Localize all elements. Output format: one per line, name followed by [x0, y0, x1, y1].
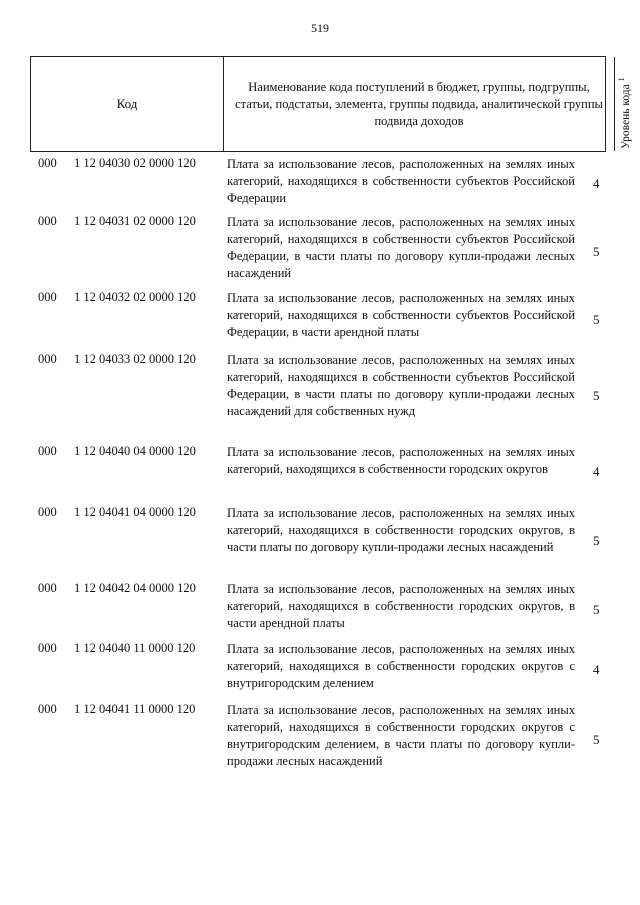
row-level: 5 [593, 312, 600, 327]
row-name: Плата за использование лесов, расположенных на землях иных категорий, находящихся в собственности субъектов Российской Федерации, в части платы по договору купли-продажи лесных насаждений для собственных нужд [227, 353, 575, 418]
row-code: 1 12 04041 04 0000 120 [74, 505, 196, 519]
row-prefix: 000 [38, 352, 57, 366]
row-code: 1 12 04031 02 0000 120 [74, 214, 196, 228]
row-prefix: 000 [38, 156, 57, 170]
row-level: 4 [593, 464, 600, 479]
row-prefix: 000 [38, 290, 57, 304]
table-header [30, 56, 632, 152]
row-name: Плата за использование лесов, расположенных на землях иных категорий, находящихся в собственности субъектов Российской Федерации, в части арендной платы [227, 291, 575, 339]
header-level-label: Уровень кода [619, 84, 632, 149]
row-code: 1 12 04042 04 0000 120 [74, 581, 196, 595]
row-level: 5 [593, 732, 600, 747]
row-level: 4 [593, 662, 600, 677]
row-name: Плата за использование лесов, расположенных на землях иных категорий, находящихся в собственности городских округов, в части платы по договору купли-продажи лесных насаждений [227, 506, 575, 554]
row-level: 4 [593, 176, 600, 191]
row-prefix: 000 [38, 444, 57, 458]
row-level: 5 [593, 533, 600, 548]
row-name: Плата за использование лесов, расположенных на землях иных категорий, находящихся в собственности субъектов Российской Федерации, в части платы по договору купли-продажи лесных насаждений [227, 215, 575, 280]
row-prefix: 000 [38, 214, 57, 228]
row-code: 1 12 04041 11 0000 120 [74, 702, 196, 716]
row-name: Плата за использование лесов, расположенных на землях иных категорий, находящихся в собственности городских округов, в части арендной платы [227, 582, 575, 630]
row-prefix: 000 [38, 505, 57, 519]
row-name: Плата за использование лесов, расположенных на землях иных категорий, находящихся в собственности субъектов Российской Федерации [227, 157, 575, 205]
row-code: 1 12 04033 02 0000 120 [74, 352, 196, 366]
row-level: 5 [593, 244, 600, 259]
header-level-text [617, 59, 632, 149]
page-number: 519 [311, 21, 329, 35]
header-code: Код [116, 96, 138, 111]
row-level: 5 [593, 602, 600, 617]
row-prefix: 000 [38, 641, 57, 655]
row-code: 1 12 04040 11 0000 120 [74, 641, 196, 655]
row-prefix: 000 [38, 581, 57, 595]
row-code: 1 12 04032 02 0000 120 [74, 290, 196, 304]
row-prefix: 000 [38, 702, 57, 716]
header-name: Наименование кода поступлений в бюджет, группы, подгруппы, статьи, подстатьи, элемента, группы подвида, аналитической группы подвида доходов [235, 79, 603, 128]
row-name: Плата за использование лесов, расположенных на землях иных категорий, находящихся в собственности городских округов [227, 445, 575, 476]
row-level: 5 [593, 388, 600, 403]
header-level-footnote: 1 [617, 77, 626, 82]
row-name: Плата за использование лесов, расположенных на землях иных категорий, находящихся в собственности городских округов с внутригородским делением [227, 642, 575, 690]
row-name: Плата за использование лесов, расположенных на землях иных категорий, находящихся в собственности городских округов с внутригородским делением, в части платы по договору купли-продажи лесных насаждений [227, 703, 575, 768]
row-code: 1 12 04030 02 0000 120 [74, 156, 196, 170]
header-level [614, 57, 636, 151]
row-code: 1 12 04040 04 0000 120 [74, 444, 196, 458]
